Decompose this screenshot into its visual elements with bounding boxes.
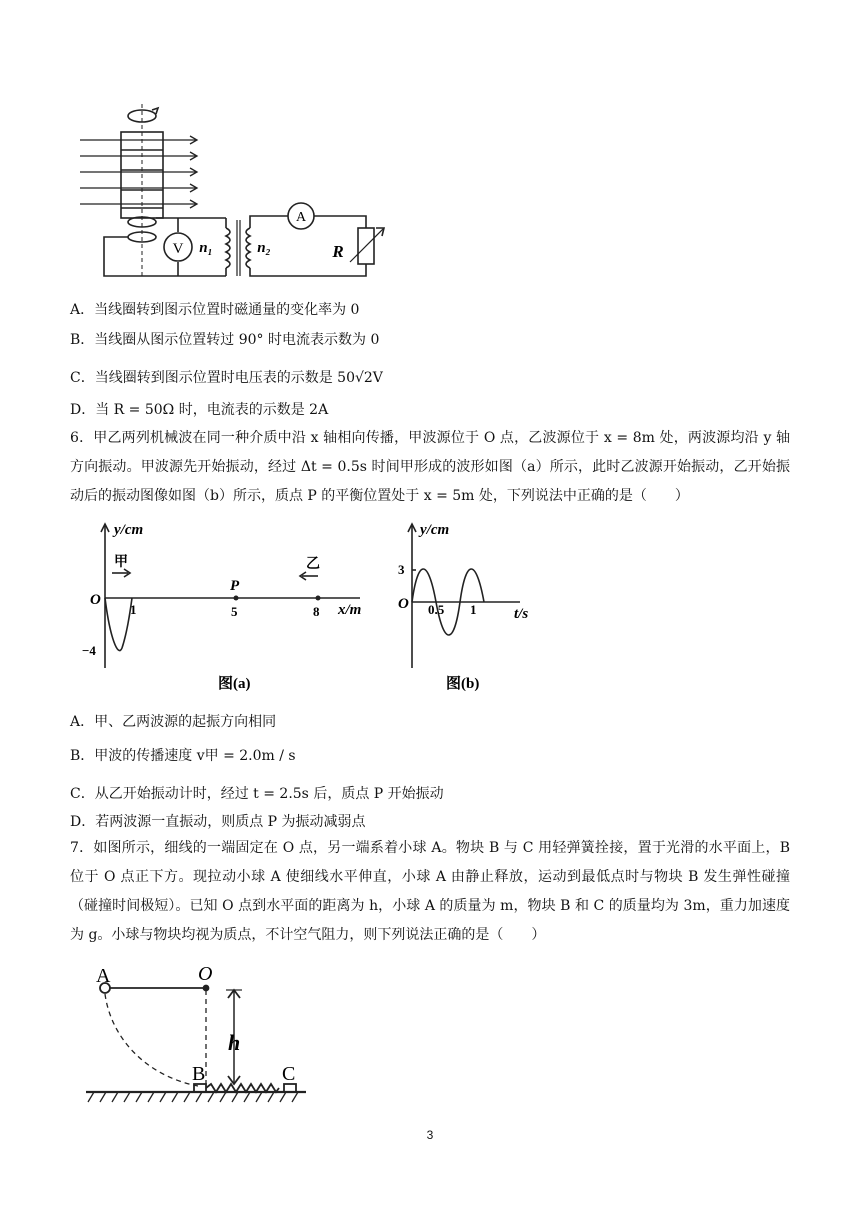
- fig-b-ylabel: y/cm: [420, 522, 450, 538]
- q7-stem: 7．如图所示，细线的一端固定在 O 点，另一端系着小球 A。物块 B 与 C 用轻弹簧拴接，置于光滑的水平面上，B 位于 O 点正下方。现拉动小球 A 使细线水平伸直，小球 A 由静止释放，运动到最低点时与物块 B 发生弹性碰撞（碰撞时间极短）。已知 O 点到水平面的距离为 h，小球 A 的质量为 m，物块 B 和 C 的质量均为 3m，重力加速度为 g。小球与物块均视为质点，不计空气阻力，则下列说法正确的是（ ）: [70, 840, 790, 943]
- q5-option-a: A．当线圈转到图示位置时磁通量的变化率为 0: [70, 302, 360, 318]
- vibration-figure-b: [392, 518, 542, 698]
- resistor-label: R: [332, 242, 344, 261]
- wave-a-curve: [105, 598, 132, 651]
- fig-a-origin: O: [90, 592, 101, 608]
- q5-option-b: B．当线圈从图示位置转过 90° 时电流表示数为 0: [70, 332, 380, 348]
- q6-stem: 6．甲乙两列机械波在同一种介质中沿 x 轴相向传播，甲波源位于 O 点，乙波源位于 x = 8m 处，两波源均沿 y 轴方向振动。甲波源先开始振动，经过 Δt = 0.5s 时间甲形成的波形如图（a）所示，此时乙波源开始振动，乙开始振动后的振动图像如图（b）所示，质点 P 的平衡位置处于 x = 5m 处，下列说法中正确的是（ ）: [70, 430, 790, 504]
- point-o-label: O: [198, 963, 213, 985]
- pendulum-spring-figure: [86, 958, 316, 1118]
- ammeter-label: A: [295, 210, 307, 225]
- fig-b-caption: 图(b): [446, 676, 480, 692]
- page-number: 3: [426, 1128, 434, 1142]
- fig-b-xlabel: t/s: [514, 606, 529, 622]
- block-c-label: C: [282, 1063, 296, 1085]
- fig-a-tick-neg4: −4: [82, 643, 96, 658]
- q6-option-d: D．若两波源一直振动，则质点 P 为振动减弱点: [70, 814, 366, 830]
- fig-b-tick-1: 1: [470, 602, 477, 617]
- fig-a-p-label: P: [230, 578, 240, 594]
- q5-option-c: C．当线圈转到图示位置时电压表的示数是 50√2V: [70, 370, 383, 386]
- block-b-label: B: [192, 1063, 206, 1085]
- wave-figure-a: [80, 518, 380, 698]
- fig-a-tick-1: 1: [130, 602, 137, 617]
- n2-label: n₂: [257, 240, 271, 256]
- fig-a-tick-5: 5: [231, 604, 238, 619]
- fig-a-xlabel: x/m: [338, 602, 362, 618]
- fig-b-tick-3: 3: [398, 562, 405, 577]
- n1-label: n₁: [199, 240, 213, 256]
- ball-a-label: A: [96, 965, 111, 987]
- fig-b-origin: O: [398, 596, 409, 612]
- height-h-label: h: [228, 1030, 241, 1055]
- fig-a-tick-8: 8: [313, 604, 320, 619]
- voltmeter-label: V: [172, 241, 184, 257]
- fig-a-jia: 甲: [114, 555, 128, 570]
- fig-a-caption: 图(a): [218, 676, 251, 692]
- q6-option-a: A．甲、乙两波源的起振方向相同: [70, 714, 277, 730]
- q6-option-c: C．从乙开始振动计时，经过 t = 2.5s 后，质点 P 开始振动: [70, 786, 444, 802]
- fig-a-ylabel: y/cm: [114, 522, 144, 538]
- generator-transformer-figure: [66, 104, 396, 284]
- q5-option-d: D．当 R = 50Ω 时，电流表的示数是 2A: [70, 402, 329, 418]
- fig-b-tick-05: 0.5: [428, 602, 445, 617]
- fig-a-yi: 乙: [306, 557, 320, 572]
- q6-option-b: B．甲波的传播速度 v甲 = 2.0m / s: [70, 748, 296, 764]
